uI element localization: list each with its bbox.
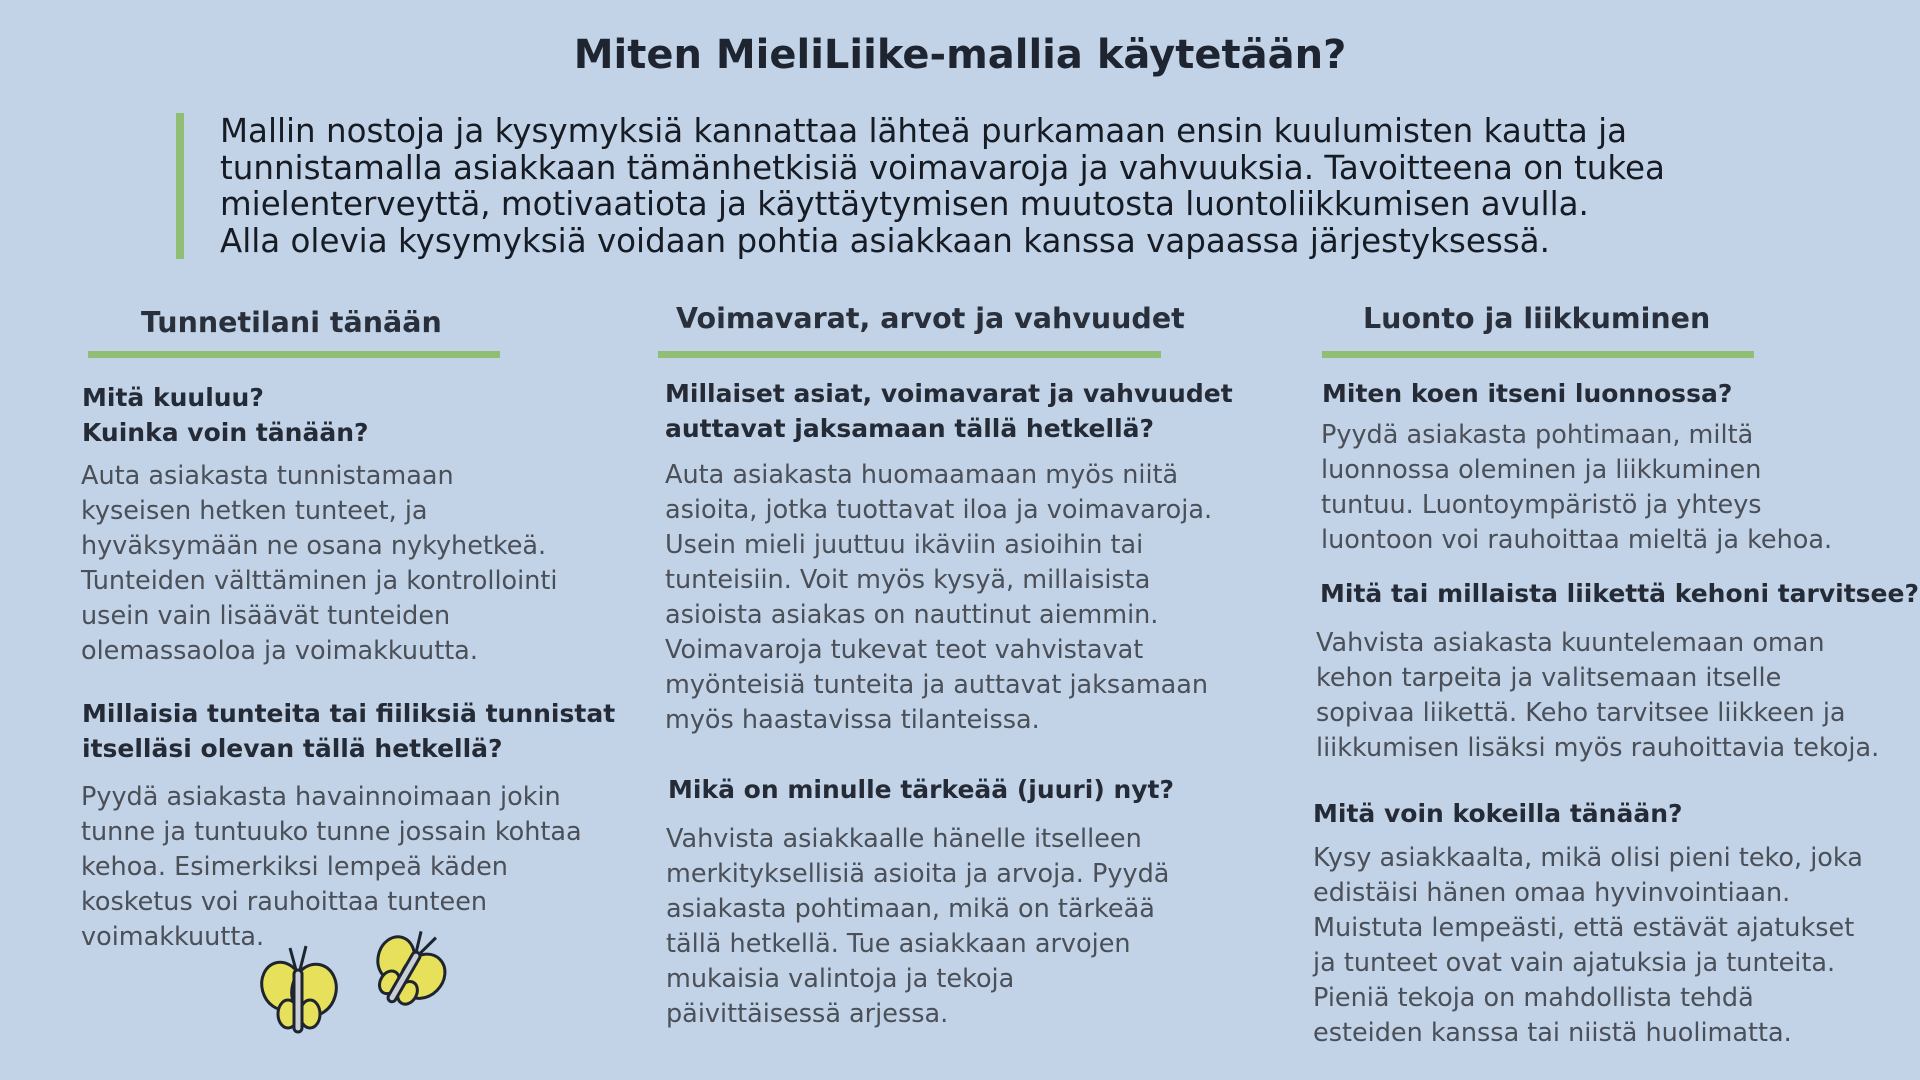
intro-line: Alla olevia kysymyksiä voidaan pohtia asiakkaan kanssa vapaassa järjestyksessä. [220,221,1550,260]
butterflies-decoration [258,930,458,1054]
answer-text: Vahvista asiakkaalle hänelle itselleen merkityksellisiä asioita ja arvoja. Pyydä asiakasta pohtimaan, mikä on tärkeää tällä hetkellä. Tue asiakkaan arvojen mukaisia valintoja ja tekoja päivittäisessä arjessa. [666,824,1170,1029]
question-heading: Mitä kuuluu? Kuinka voin tänään? [82,383,369,447]
answer-text: Auta asiakasta tunnistamaan kyseisen hetken tunteet, ja hyväksymään ne osana nykyhetkeä. Tunteiden välttäminen ja kontrollointi usein vain lisäävät tunteiden olemassaoloa ja voimakkuutta. [81,461,558,666]
answer-text: Vahvista asiakasta kuuntelemaan oman kehon tarpeita ja valitsemaan itselle sopivaa liikettä. Keho tarvitsee liikkeen ja liikkumisen lisäksi myös rauhoittavia tekoja. [1316,628,1880,763]
answer-text: Pyydä asiakasta pohtimaan, miltä luonnossa oleminen ja liikkuminen tuntuu. Luontoympäristö ja yhteys luontoon voi rauhoittaa mieltä ja kehoa. [1321,420,1833,555]
column-heading: Voimavarat, arvot ja vahvuudet [676,302,1185,335]
answer-text: Auta asiakasta huomaamaan myös niitä asioita, jotka tuottavat iloa ja voimavaroja. Usein mieli juuttuu ikäviin asioihin tai tunteisiin. Voit myös kysyä, millaisista asioista asiakas on nauttinut aiemmin. Voimavaroja tukevat teot vahvistavat myönteisiä tunteita ja auttavat jaksamaan myös haastavissa tilanteissa. [665,460,1213,735]
question-heading: Miten koen itseni luonnossa? [1322,379,1733,408]
intro-block [176,113,1840,259]
heading-underline [1322,351,1754,358]
question-heading: Mitä tai millaista liikettä kehoni tarvitsee? [1320,579,1919,608]
answer-text: Pyydä asiakasta havainnoimaan jokin tunne ja tuntuuko tunne jossain kohtaa kehoa. Esimerkiksi lempeä käden kosketus voi rauhoittaa tunteen voimakkuutta. [81,782,582,952]
intro-line: Mallin nostoja ja kysymyksiä kannattaa lähteä purkamaan ensin kuulumisten kautta ja [220,112,1628,150]
intro-line: tunnistamalla asiakkaan tämänhetkisiä voimavaroja ja vahvuuksia. Tavoitteena on tukea [220,148,1665,187]
question-heading: Mitä voin kokeilla tänään? [1313,799,1683,828]
intro-line: mielenterveyttä, motivaatiota ja käyttäytymisen muutosta luontoliikkumisen avulla. [220,185,1589,223]
butterfly-icon [258,930,458,1050]
question-heading: Millaisia tunteita tai fiiliksiä tunnistat itselläsi olevan tällä hetkellä? [82,699,616,763]
column-heading: Tunnetilani tänään [141,306,442,339]
question-heading: Millaiset asiat, voimavarat ja vahvuudet auttavat jaksamaan tällä hetkellä? [665,379,1233,443]
column-heading: Luonto ja liikkuminen [1363,302,1711,335]
heading-underline [658,351,1161,358]
heading-underline [88,351,500,358]
question-heading: Mikä on minulle tärkeää (juuri) nyt? [668,775,1175,804]
page-title: Miten MieliLiike-mallia käytetään? [573,32,1347,78]
answer-text: Kysy asiakkaalta, mikä olisi pieni teko, joka edistäisi hänen omaa hyvinvointiaan. Muistuta lempeästi, että estävät ajatukset ja tunteet ovat vain ajatuksia ja tunteita. Pieniä tekoja on mahdollista tehdä esteiden kanssa tai niistä huolimatta. [1313,843,1863,1048]
